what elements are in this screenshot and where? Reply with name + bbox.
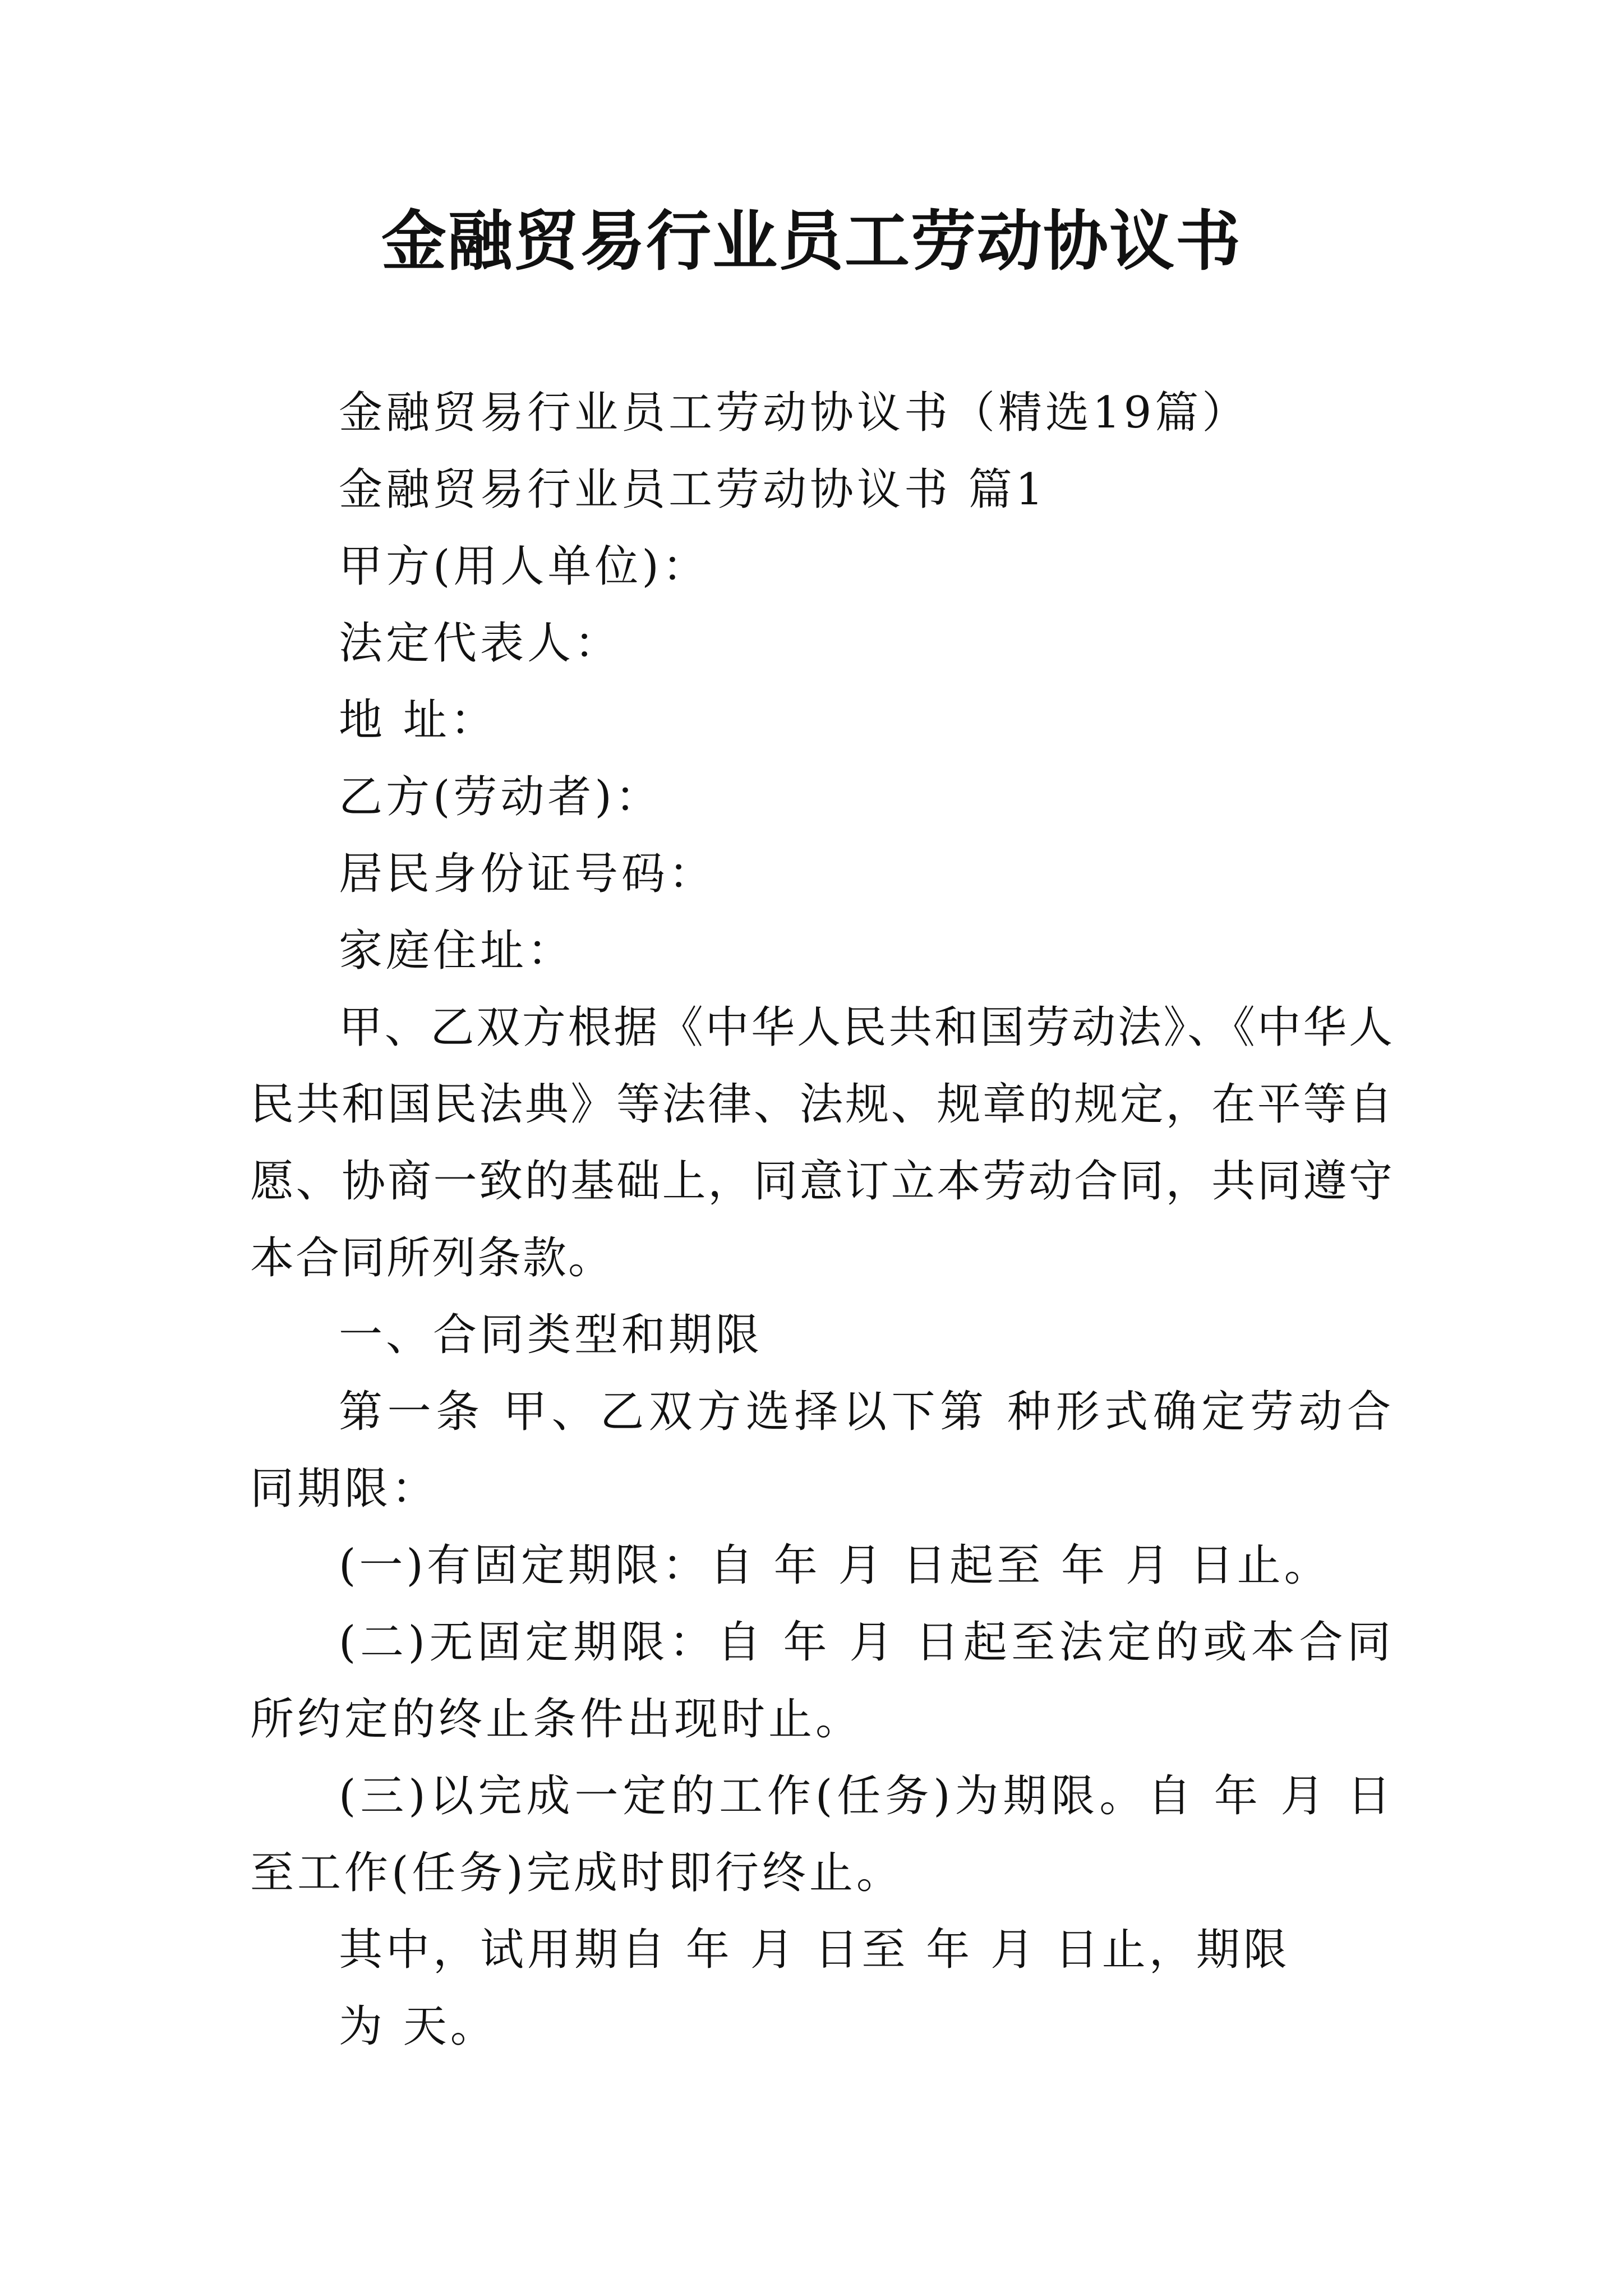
- probation-clause: 其中，试用期自 年 月 日至 年 月 日止，期限: [339, 1925, 1290, 1975]
- article-one: 第一条 甲、乙双方选择以下第 种形式确定劳动合同期限：: [250, 1387, 1394, 1514]
- party-b-line: 乙方(劳动者)：: [339, 772, 662, 822]
- section-heading: 金融贸易行业员工劳动协议书 篇1: [339, 464, 1047, 515]
- preamble-paragraph: 甲、乙双方根据《中华人民共和国劳动法》、《中华人民共和国民法典》等法律、法规、规章的规定，在平等自愿、协商一致的基础上，同意订立本劳动合同，共同遵守本合同所列条款。: [250, 1002, 1394, 1283]
- chapter-heading: 一、合同类型和期限: [339, 1310, 763, 1360]
- party-a-line: 甲方(用人单位)：: [339, 541, 709, 592]
- fixed-term-clause: (一)有固定期限：自 年 月 日起至 年 月 日止。: [339, 1540, 1331, 1591]
- subtitle-line: 金融贸易行业员工劳动协议书（精选19篇）: [339, 388, 1249, 438]
- id-number-line: 居民身份证号码：: [339, 849, 716, 899]
- document-body: [250, 375, 1394, 2065]
- document-title: 金融贸易行业员工劳动协议书: [381, 203, 1242, 279]
- home-address-line: 家庭住址：: [339, 926, 575, 976]
- legal-rep-line: 法定代表人：: [339, 618, 622, 669]
- probation-days-line: 为 天。: [339, 2001, 497, 2052]
- address-line: 地 址：: [339, 695, 497, 746]
- task-term-clause: (三)以完成一定的工作(任务)为期限。自 年 月 日至工作(任务)完成时即行终止。: [250, 1771, 1394, 1898]
- open-term-clause: (二)无固定期限：自 年 月 日起至法定的或本合同所约定的终止条件出现时止。: [250, 1617, 1394, 1745]
